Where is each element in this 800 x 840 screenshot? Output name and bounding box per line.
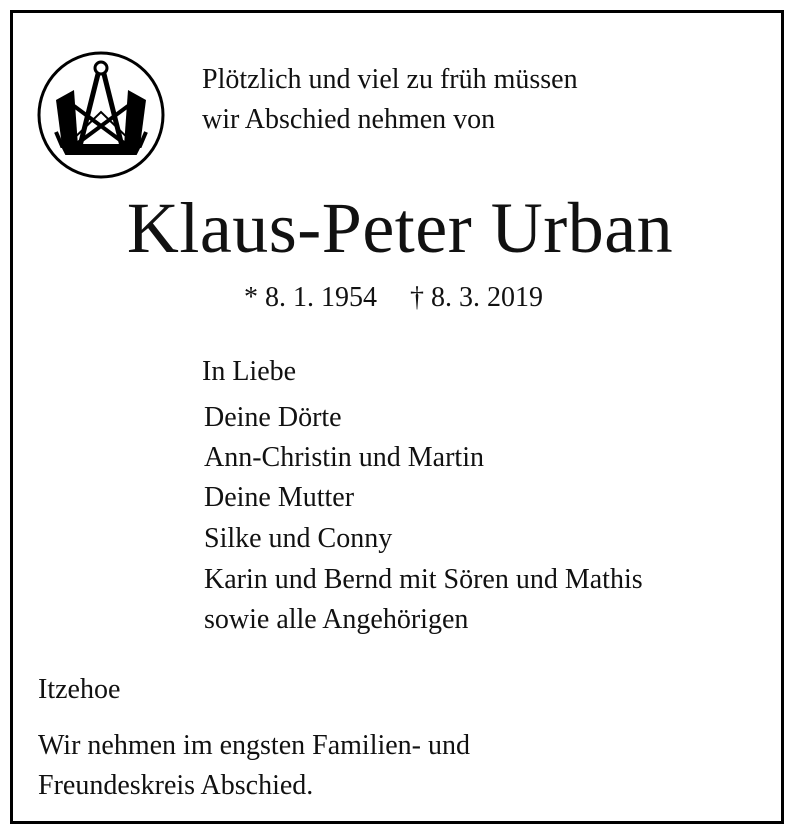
death-date: † 8. 3. 2019 (410, 282, 543, 313)
mourner-line: Deine Mutter (204, 482, 355, 513)
greeting: In Liebe (202, 356, 297, 387)
intro-line-1: Plötzlich und viel zu früh müssen (202, 64, 578, 95)
mourner-line: Silke und Conny (204, 523, 393, 554)
place: Itzehoe (38, 674, 121, 705)
closing-line-2: Freundeskreis Abschied. (38, 770, 314, 801)
mourner-line: Ann-Christin und Martin (204, 442, 484, 473)
masonic-square-compass-icon (36, 50, 166, 180)
mourner-line: Deine Dörte (204, 402, 342, 433)
mourner-line: Karin und Bernd mit Sören und Mathis (204, 564, 643, 595)
intro-line-2: wir Abschied nehmen von (202, 104, 496, 135)
closing-line-1: Wir nehmen im engsten Familien- und (38, 730, 471, 761)
birth-date: * 8. 1. 1954 (244, 282, 377, 313)
mourner-line: sowie alle Angehörigen (204, 604, 469, 635)
deceased-name: Klaus-Peter Urban (126, 188, 674, 268)
